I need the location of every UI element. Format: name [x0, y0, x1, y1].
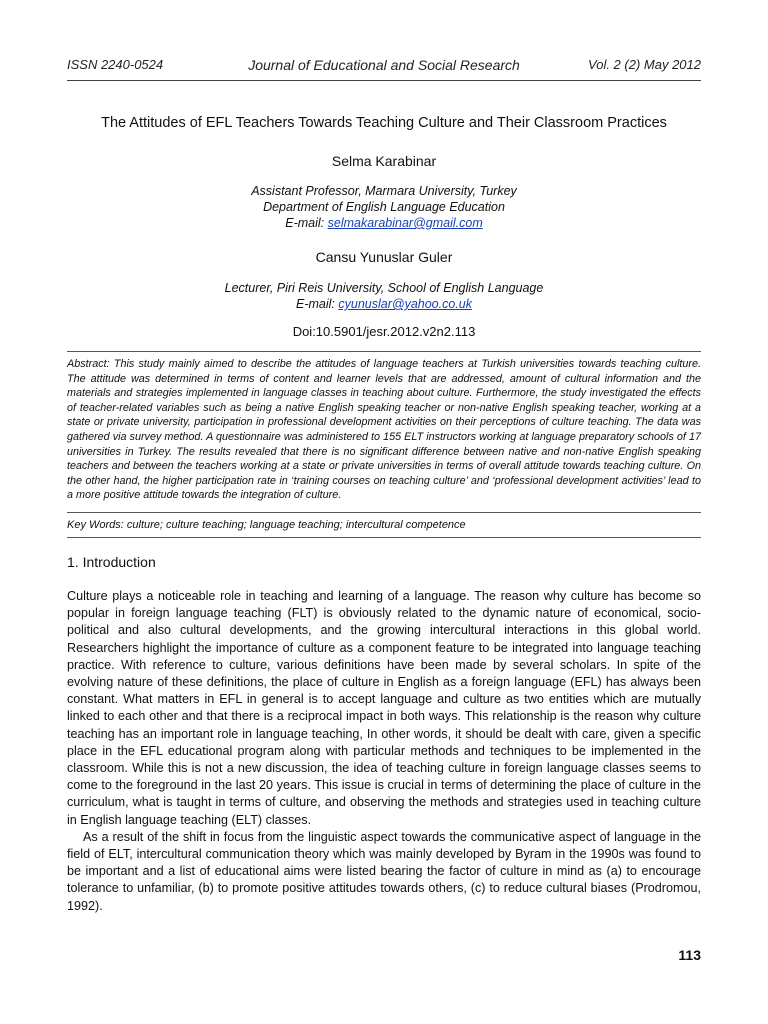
paper-title: The Attitudes of EFL Teachers Towards Teaching Culture and Their Classroom Practices [101, 115, 667, 131]
affiliation-line: Lecturer, Piri Reis University, School of English Language [224, 281, 544, 295]
header-divider [67, 80, 701, 81]
email-line [0, 296, 768, 312]
email-link[interactable]: selmakarabinar@gmail.com [327, 216, 483, 230]
abstract: Abstract: This study mainly aimed to describe the attitudes of language teachers at Turkish universities towards teaching culture. The attitude was determined in terms of content and learner levels that are addressed, amount of cultural information and the materials and strategies implemented in language classes in teaching about culture. Furthermore, the study investigated the effects of teacher-related variables such as being a native English speaking teacher or non-native English speaking teacher, working at a state or private university, participation in professional development activities on their perceptions of culture teaching. The data was gathered via survey method. A questionnaire was administered to 155 ELT instructors working at language preparatory schools of 17 universities in Turkey. The results revealed that there is no significant difference between native and non-native English speaking teachers and between the teachers working at a state or private universities in terms of overall attitude towards teaching culture. On the other hand, the higher participation rate in ‘training courses on teaching culture’ and ‘professional development activities’ lead to a more positive attitude towards the integration of culture. [67, 358, 701, 502]
email-link[interactable]: cyunuslar@yahoo.co.uk [338, 297, 472, 311]
running-header [67, 57, 701, 77]
email-line [0, 215, 768, 231]
email-label: E-mail: [296, 297, 339, 311]
abstract-bottom-rule [67, 512, 701, 513]
section-heading: 1. Introduction [67, 554, 156, 570]
body-text [67, 588, 701, 915]
abstract-top-rule [67, 351, 701, 352]
paragraph: As a result of the shift in focus from the linguistic aspect towards the communicative aspect of language in the field of ELT, intercultural communication theory which was mainly developed by Byram in the 1990s was found to be important and a list of educational aims were listed bearing the factor of culture in mind as (a) to encourage tolerance to unfamiliar, (b) to promote positive attitudes towards others, (c) to reduce cultural biases (Prodromou, 1992). [67, 829, 701, 913]
keywords-rule [67, 537, 701, 538]
paragraph: Culture plays a noticeable role in teaching and learning of a language. The reason why culture has become so popular in foreign language teaching (FLT) is obviously related to the dynamic nature of economical, socio-political and also cultural developments, and the growing intercultural interactions in this global world. Researchers highlight the importance of culture as a component feature to be integrated into language teaching practice. With reference to culture, various definitions have been made by several scholars. In spite of the evolving nature of these definitions, the place of culture in English as a foreign language (EFL) has always been constant. What matters in EFL in general is to accept language and culture as two entities which are mutually linked to each other and that there is a reciprocal impact in both ways. This relationship is the reason why culture teaching has an important role in language teaching, In other words, it should be dealt with care, given a specific place in the EFL educational program along with particular methods and techniques to be implemented in the classroom. While this is not a new discussion, the idea of teaching culture in foreign language classes seems to come to the foreground in the last 20 years. This issue is crucial in terms of determining the place of culture in the curriculum, what is taught in terms of culture, and observing the methods and strategies used in teaching culture in English language teaching (ELT) classes. [67, 589, 701, 827]
issn: ISSN 2240-0524 [67, 57, 164, 72]
author-name: Cansu Yunuslar Guler [315, 249, 453, 265]
affiliation-line: Assistant Professor, Marmara University, Turkey [251, 184, 517, 198]
author-name: Selma Karabinar [331, 153, 437, 169]
author-affiliation [0, 183, 768, 231]
doi: Doi:10.5901/jesr.2012.v2n2.113 [292, 324, 476, 339]
email-label: E-mail: [285, 216, 328, 230]
journal-name: Journal of Educational and Social Research [248, 57, 520, 73]
page-number: 113 [678, 947, 701, 963]
affiliation-line: Department of English Language Education [263, 200, 505, 214]
volume-info: Vol. 2 (2) May 2012 [588, 57, 701, 72]
author-affiliation [0, 280, 768, 312]
keywords: Key Words: culture; culture teaching; language teaching; intercultural competence [67, 519, 466, 531]
